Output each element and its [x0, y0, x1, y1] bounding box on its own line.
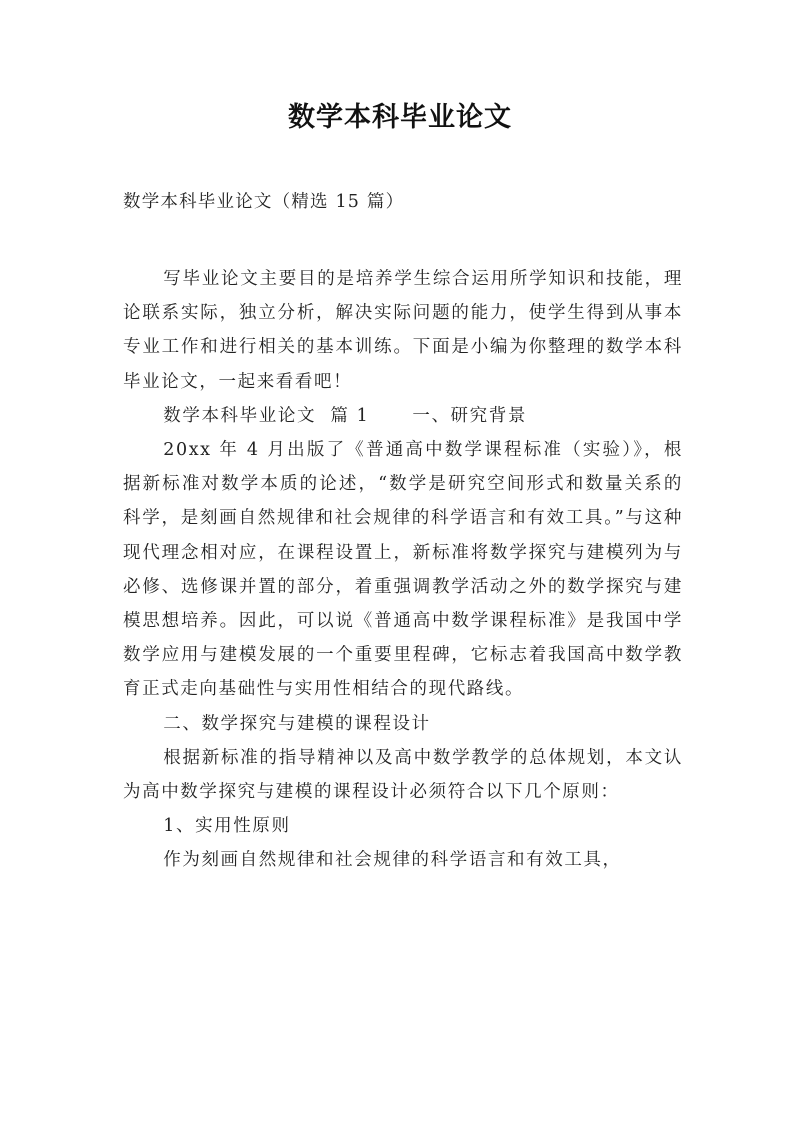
document-body: [123, 262, 683, 878]
intro-paragraph: 写毕业论文主要目的是培养学生综合运用所学知识和技能，理论联系实际，独立分析，解决实际问题的能力，使学生得到从事本专业工作和进行相关的基本训练。下面是小编为你整理的数学本科毕业论文，一起来看看吧！: [123, 269, 683, 392]
chapter-heading: 数学本科毕业论文 篇 1 一、研究背景: [163, 405, 527, 426]
principle-heading: 1、实用性原则: [163, 816, 291, 837]
design-paragraph: 根据新标准的指导精神以及高中数学教学的总体规划，本文认为高中数学探究与建模的课程设计必须符合以下几个原则：: [123, 747, 683, 803]
principle-paragraph: 作为刻画自然规律和社会规律的科学语言和有效工具，: [163, 850, 622, 871]
background-paragraph: 20xx 年 4 月出版了《普通高中数学课程标准（实验）》，根据新标准对数学本质的论述，“数学是研究空间形式和数量关系的科学，是刻画自然规律和社会规律的科学语言和有效工具。”与这种现代理念相对应，在课程设置上，新标准将数学探究与建模列为与必修、选修课并置的部分，着重强调教学活动之外的数学探究与建模思想培养。因此，可以说《普通高中数学课程标准》是我国中学数学应用与建模发展的一个重要里程碑，它标志着我国高中数学教育正式走向基础性与实用性相结合的现代路线。: [123, 440, 683, 700]
document-subtitle: 数学本科毕业论文（精选 15 篇）: [123, 192, 405, 212]
document-title: 数学本科毕业论文: [288, 102, 512, 133]
section-heading: 二、数学探究与建模的课程设计: [163, 713, 431, 734]
